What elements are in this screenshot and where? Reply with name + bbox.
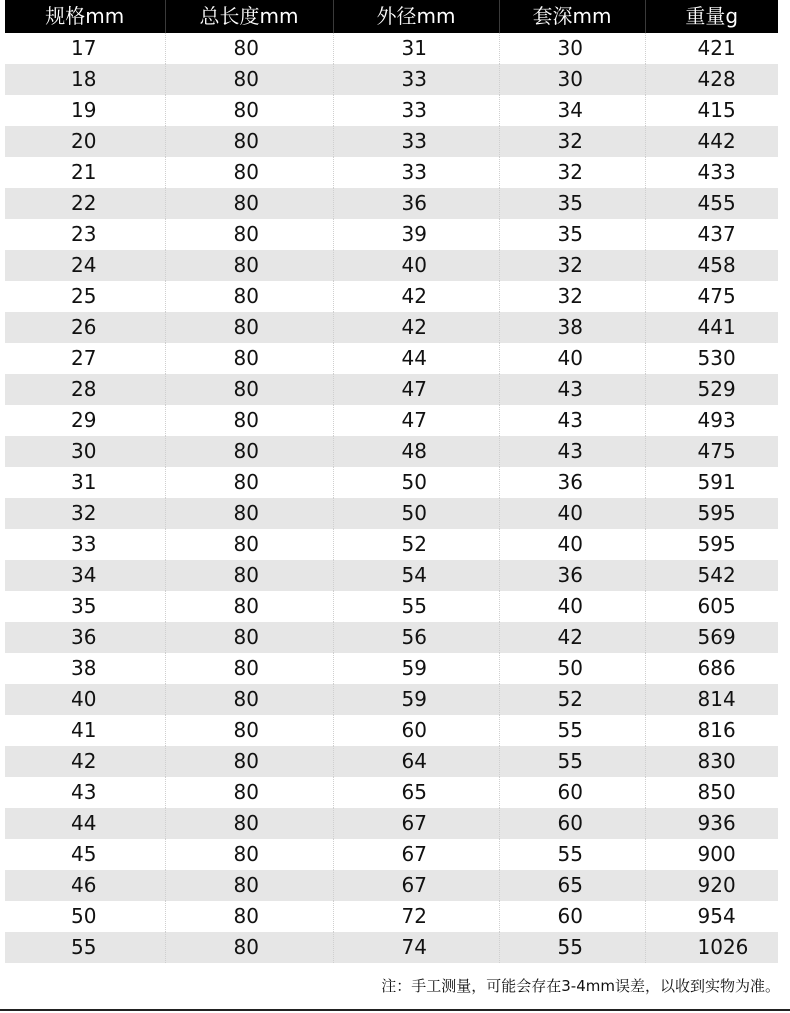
cell-total-length: 80	[165, 95, 333, 126]
header-outer-diameter: 外径mm	[333, 0, 499, 33]
table-row	[5, 157, 778, 188]
cell-outer-diameter: 59	[333, 653, 499, 684]
cell-outer-diameter: 33	[333, 64, 499, 95]
table-row	[5, 560, 778, 591]
cell-socket-depth: 40	[499, 343, 645, 374]
table-row	[5, 622, 778, 653]
cell-outer-diameter: 33	[333, 95, 499, 126]
cell-total-length: 80	[165, 901, 333, 932]
cell-socket-depth: 60	[499, 901, 645, 932]
table-row	[5, 932, 778, 963]
cell-spec: 40	[5, 684, 165, 715]
cell-weight: 455	[645, 188, 778, 219]
cell-total-length: 80	[165, 281, 333, 312]
cell-spec: 21	[71, 160, 97, 184]
cell-socket-depth: 60	[499, 777, 645, 808]
cell-total-length: 80	[165, 64, 333, 95]
cell-total-length: 80	[165, 622, 333, 653]
cell-socket-depth: 55	[499, 932, 645, 963]
cell-weight: 954	[645, 901, 778, 932]
cell-spec: 34	[5, 560, 165, 591]
cell-weight: 415	[645, 95, 778, 126]
cell-total-length: 80	[165, 343, 333, 374]
cell-socket-depth: 55	[499, 839, 645, 870]
cell-weight: 605	[645, 591, 778, 622]
cell-spec: 46	[5, 870, 165, 901]
cell-total-length: 80	[165, 33, 333, 64]
cell-outer-diameter: 50	[333, 467, 499, 498]
cell-socket-depth: 32	[499, 250, 645, 281]
spec-table-container	[5, 0, 778, 963]
cell-spec: 38	[71, 656, 97, 680]
cell-socket-depth: 35	[499, 188, 645, 219]
cell-total-length: 80	[165, 157, 333, 188]
table-row	[5, 188, 778, 219]
cell-socket-depth: 36	[499, 560, 645, 591]
cell-weight: 441	[645, 312, 778, 343]
cell-weight: 475	[645, 281, 778, 312]
cell-total-length: 80	[165, 219, 333, 250]
table-row	[5, 281, 778, 312]
cell-weight: 936	[645, 808, 778, 839]
cell-spec: 18	[5, 64, 165, 95]
cell-total-length: 80	[165, 498, 333, 529]
cell-weight: 437	[645, 219, 778, 250]
cell-weight: 850	[645, 777, 778, 808]
header-spec: 规格mm	[5, 0, 165, 33]
cell-weight: 458	[645, 250, 778, 281]
table-row	[5, 684, 778, 715]
table-row	[5, 467, 778, 498]
cell-weight: 475	[645, 436, 778, 467]
cell-spec: 22	[5, 188, 165, 219]
cell-outer-diameter: 31	[333, 33, 499, 64]
cell-weight: 428	[645, 64, 778, 95]
measurement-note: 注：手工测量，可能会存在3-4mm误差，以收到实物为准。	[381, 977, 780, 995]
table-row	[5, 498, 778, 529]
table-header	[5, 0, 778, 33]
cell-weight: 530	[645, 343, 778, 374]
table-row	[5, 715, 778, 746]
cell-socket-depth: 36	[499, 467, 645, 498]
cell-weight: 433	[645, 157, 778, 188]
cell-spec: 20	[5, 126, 165, 157]
cell-spec: 17	[71, 36, 97, 60]
cell-spec: 27	[71, 346, 97, 370]
table-row	[5, 126, 778, 157]
cell-spec: 36	[5, 622, 165, 653]
cell-socket-depth: 35	[499, 219, 645, 250]
cell-weight: 569	[645, 622, 778, 653]
table-row	[5, 808, 778, 839]
table-body	[5, 33, 778, 963]
table-row	[5, 405, 778, 436]
cell-spec: 26	[5, 312, 165, 343]
header-socket-depth: 套深mm	[499, 0, 645, 33]
cell-weight: 900	[645, 839, 778, 870]
cell-outer-diameter: 72	[333, 901, 499, 932]
cell-total-length: 80	[165, 777, 333, 808]
cell-outer-diameter: 40	[333, 250, 499, 281]
cell-spec: 30	[5, 436, 165, 467]
table-row	[5, 343, 778, 374]
table-row	[5, 250, 778, 281]
cell-weight: 529	[645, 374, 778, 405]
cell-outer-diameter: 60	[333, 715, 499, 746]
cell-total-length: 80	[165, 374, 333, 405]
cell-total-length: 80	[165, 808, 333, 839]
cell-total-length: 80	[165, 405, 333, 436]
table-row	[5, 312, 778, 343]
cell-spec: 33	[71, 532, 97, 556]
cell-socket-depth: 32	[499, 281, 645, 312]
cell-socket-depth: 32	[499, 157, 645, 188]
cell-outer-diameter: 56	[333, 622, 499, 653]
cell-spec: 44	[5, 808, 165, 839]
cell-socket-depth: 43	[499, 374, 645, 405]
cell-socket-depth: 43	[499, 436, 645, 467]
cell-weight: 595	[645, 529, 778, 560]
cell-socket-depth: 30	[499, 33, 645, 64]
table-row	[5, 529, 778, 560]
cell-spec: 55	[5, 932, 165, 963]
cell-socket-depth: 30	[499, 64, 645, 95]
cell-total-length: 80	[165, 250, 333, 281]
cell-weight: 442	[645, 126, 778, 157]
table-row	[5, 33, 778, 64]
cell-spec: 24	[5, 250, 165, 281]
table-row	[5, 436, 778, 467]
cell-total-length: 80	[165, 715, 333, 746]
table-row	[5, 219, 778, 250]
cell-weight: 686	[645, 653, 778, 684]
cell-total-length: 80	[165, 653, 333, 684]
table-row	[5, 653, 778, 684]
cell-socket-depth: 55	[499, 746, 645, 777]
cell-socket-depth: 40	[499, 529, 645, 560]
cell-outer-diameter: 47	[333, 374, 499, 405]
cell-spec: 42	[5, 746, 165, 777]
cell-spec: 31	[71, 470, 97, 494]
cell-outer-diameter: 33	[333, 157, 499, 188]
cell-outer-diameter: 33	[333, 126, 499, 157]
cell-outer-diameter: 74	[333, 932, 499, 963]
cell-outer-diameter: 42	[333, 281, 499, 312]
table-row	[5, 839, 778, 870]
cell-spec: 28	[5, 374, 165, 405]
cell-spec: 29	[71, 408, 97, 432]
cell-socket-depth: 38	[499, 312, 645, 343]
table-row	[5, 746, 778, 777]
header-row	[5, 0, 778, 33]
cell-outer-diameter: 67	[333, 870, 499, 901]
table-row	[5, 901, 778, 932]
table-row	[5, 374, 778, 405]
cell-weight: 816	[645, 715, 778, 746]
cell-spec: 35	[71, 594, 97, 618]
cell-spec: 41	[71, 718, 97, 742]
bottom-divider	[0, 1009, 790, 1011]
spec-table	[5, 0, 778, 963]
table-row	[5, 591, 778, 622]
cell-socket-depth: 40	[499, 591, 645, 622]
cell-socket-depth: 65	[499, 870, 645, 901]
cell-total-length: 80	[165, 684, 333, 715]
cell-outer-diameter: 42	[333, 312, 499, 343]
table-row	[5, 95, 778, 126]
cell-socket-depth: 43	[499, 405, 645, 436]
cell-weight: 595	[645, 498, 778, 529]
cell-weight: 591	[645, 467, 778, 498]
cell-outer-diameter: 67	[333, 839, 499, 870]
cell-outer-diameter: 36	[333, 188, 499, 219]
cell-weight: 814	[645, 684, 778, 715]
cell-spec: 32	[5, 498, 165, 529]
cell-outer-diameter: 54	[333, 560, 499, 591]
cell-spec: 23	[71, 222, 97, 246]
cell-socket-depth: 40	[499, 498, 645, 529]
cell-socket-depth: 32	[499, 126, 645, 157]
cell-outer-diameter: 44	[333, 343, 499, 374]
cell-total-length: 80	[165, 560, 333, 591]
cell-weight: 542	[645, 560, 778, 591]
cell-spec: 19	[71, 98, 97, 122]
cell-total-length: 80	[165, 467, 333, 498]
cell-outer-diameter: 52	[333, 529, 499, 560]
cell-weight: 421	[645, 33, 778, 64]
cell-weight: 920	[645, 870, 778, 901]
cell-spec: 25	[71, 284, 97, 308]
table-row	[5, 870, 778, 901]
cell-total-length: 80	[165, 932, 333, 963]
cell-outer-diameter: 64	[333, 746, 499, 777]
cell-socket-depth: 50	[499, 653, 645, 684]
cell-spec: 45	[71, 842, 97, 866]
cell-total-length: 80	[165, 188, 333, 219]
cell-socket-depth: 60	[499, 808, 645, 839]
cell-total-length: 80	[165, 746, 333, 777]
cell-total-length: 80	[165, 870, 333, 901]
cell-weight: 1026	[645, 932, 778, 963]
cell-total-length: 80	[165, 839, 333, 870]
cell-total-length: 80	[165, 126, 333, 157]
cell-total-length: 80	[165, 436, 333, 467]
header-total-length: 总长度mm	[165, 0, 333, 33]
cell-outer-diameter: 59	[333, 684, 499, 715]
cell-socket-depth: 42	[499, 622, 645, 653]
cell-spec: 50	[71, 904, 97, 928]
table-row	[5, 64, 778, 95]
cell-outer-diameter: 50	[333, 498, 499, 529]
cell-weight: 830	[645, 746, 778, 777]
cell-total-length: 80	[165, 529, 333, 560]
cell-socket-depth: 34	[499, 95, 645, 126]
cell-outer-diameter: 48	[333, 436, 499, 467]
cell-outer-diameter: 65	[333, 777, 499, 808]
cell-total-length: 80	[165, 312, 333, 343]
cell-outer-diameter: 39	[333, 219, 499, 250]
header-weight: 重量g	[645, 0, 778, 33]
cell-spec: 43	[71, 780, 97, 804]
cell-outer-diameter: 67	[333, 808, 499, 839]
cell-outer-diameter: 47	[333, 405, 499, 436]
cell-socket-depth: 55	[499, 715, 645, 746]
cell-outer-diameter: 55	[333, 591, 499, 622]
cell-total-length: 80	[165, 591, 333, 622]
cell-weight: 493	[645, 405, 778, 436]
cell-socket-depth: 52	[499, 684, 645, 715]
table-row	[5, 777, 778, 808]
